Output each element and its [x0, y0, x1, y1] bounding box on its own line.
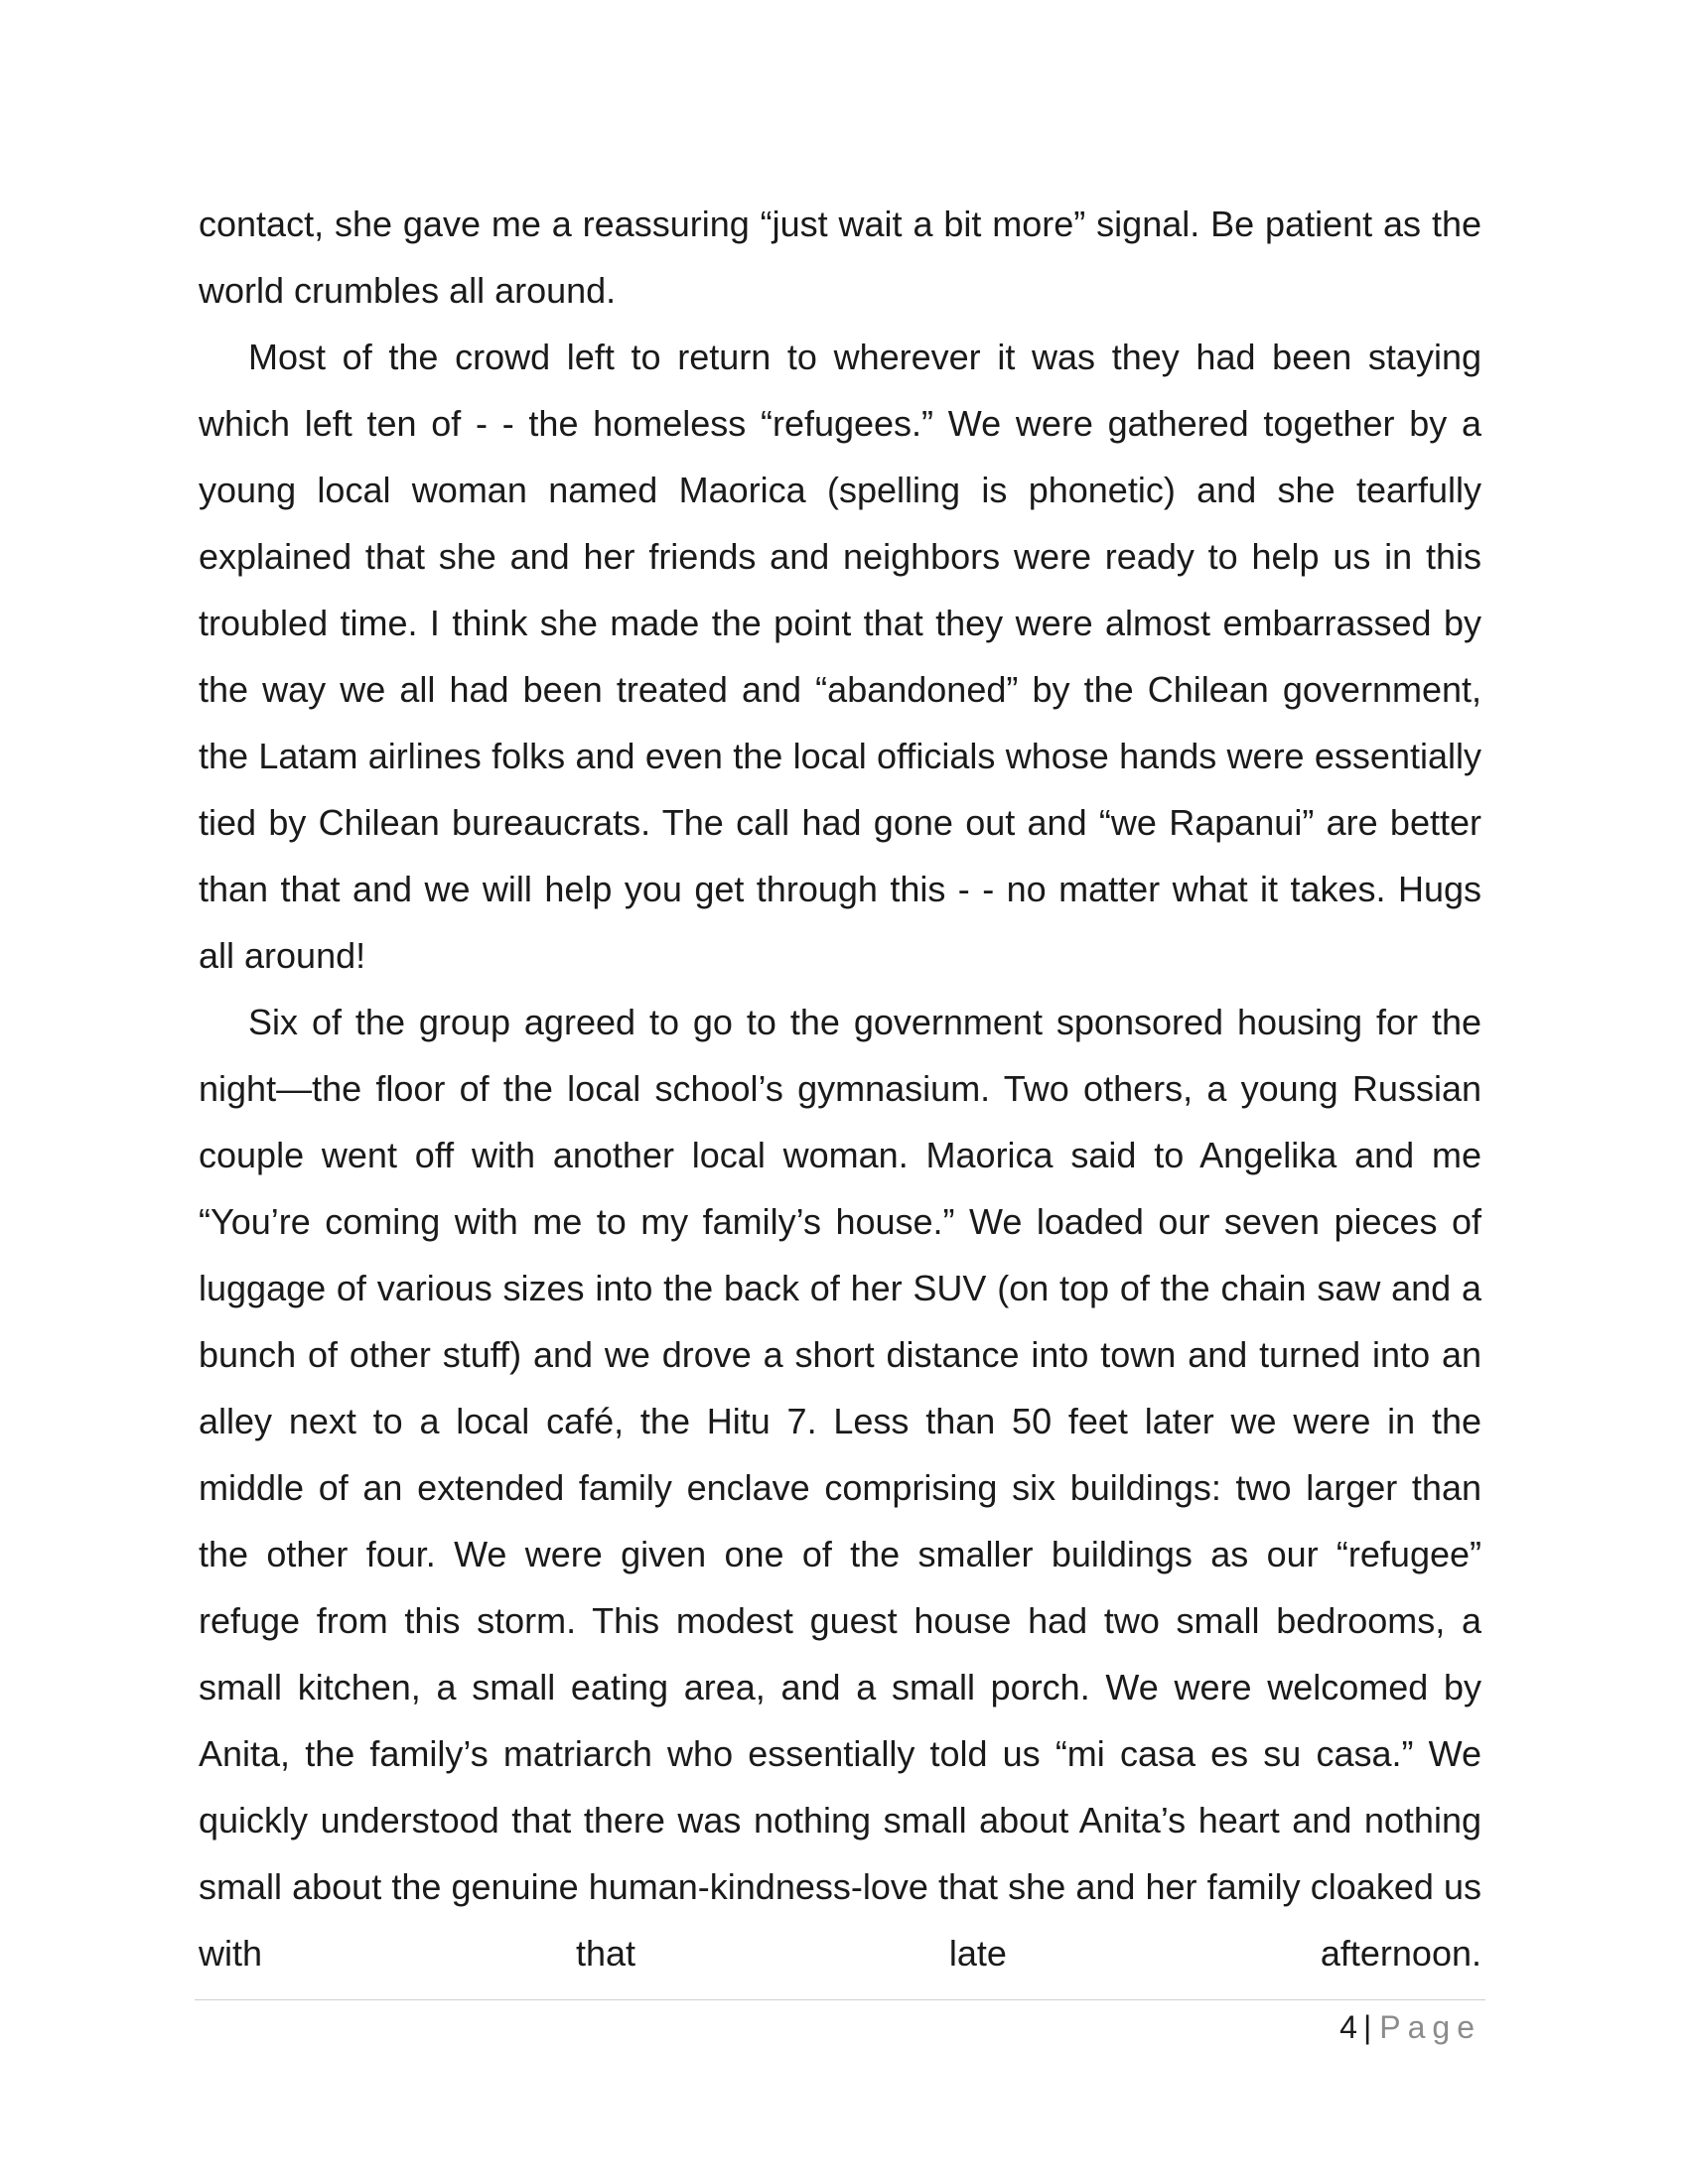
- body-text: [199, 191, 1481, 1986]
- paragraph-continuation: contact, she gave me a reassuring “just wait a bit more” signal. Be patient as the world crumbles all around.: [199, 204, 1481, 311]
- paragraph-crowd-left: Most of the crowd left to return to wherever it was they had been staying which left ten of - - the homeless “refugees.” We were gathered together by a young local woman named Maorica (spelling is phonetic) and she tearfully explained that she and her friends and neighbors were ready to help us in this troubled time. I think she made the point that they were almost embarrassed by the way we all had been treated and “abandoned” by the Chilean government, the Latam airlines folks and even the local officials whose hands were essentially tied by Chilean bureaucrats. The call had gone out and “we Rapanui” are better than that and we will help you get through this - - no matter what it takes. Hugs all around!: [199, 337, 1481, 976]
- paragraph-housing: Six of the group agreed to go to the government sponsored housing for the night—the floor of the local school’s gymnasium. Two others, a young Russian couple went off with another local woman. Maorica said to Angelika and me “You’re coming with me to my family’s house.” We loaded our seven pieces of luggage of various sizes into the back of her SUV (on top of the chain saw and a bunch of other stuff) and we drove a short distance into town and turned into an alley next to a local café, the Hitu 7. Less than 50 feet later we were in the middle of an extended family enclave comprising six buildings: two larger than the other four. We were given one of the smaller buildings as our “refugee” refuge from this storm. This modest guest house had two small bedrooms, a small kitchen, a small eating area, and a small porch. We were welcomed by Anita, the family’s matriarch who essentially told us “mi casa es su casa.” We quickly understood that there was nothing small about Anita’s heart and nothing small about the genuine human-kindness-love that she and her family cloaked us with that late afternoon.: [199, 1002, 1481, 1974]
- page-label: Page: [1379, 2009, 1481, 2045]
- page-number: 4: [1339, 2009, 1357, 2045]
- footer-separator: |: [1362, 2009, 1372, 2045]
- page-footer: [1339, 2007, 1481, 2047]
- footer-divider: [195, 1999, 1485, 2000]
